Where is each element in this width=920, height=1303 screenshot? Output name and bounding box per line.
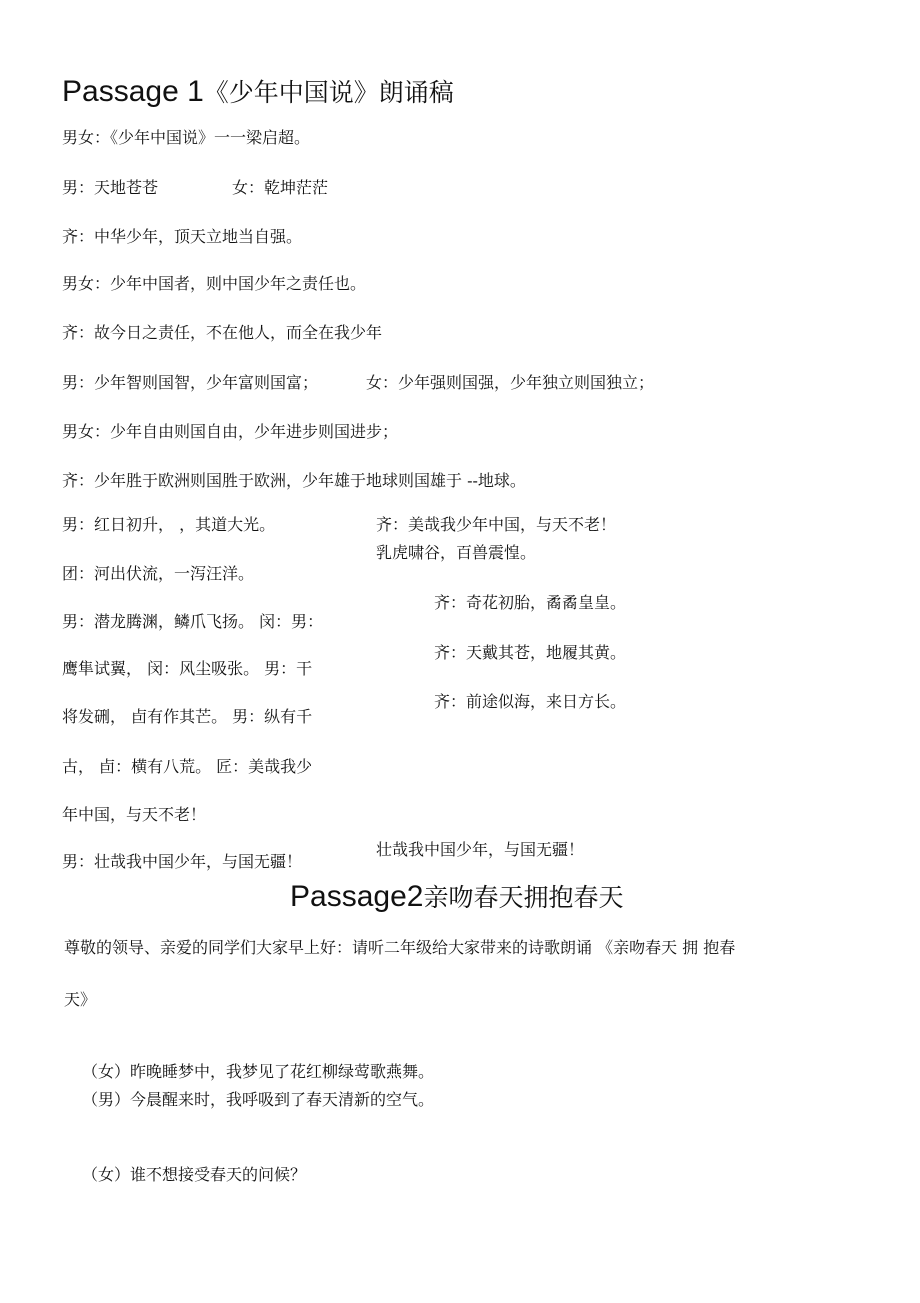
right-column-line: 壮哉我中国少年，与国无疆！ [376, 840, 585, 859]
left-column-line: 男：潜龙腾渊，鳞爪飞扬。 闵：男： [62, 612, 324, 631]
right-column-line: 齐：美哉我少年中国，与天不老！ [376, 515, 617, 534]
passage1-title [62, 74, 454, 111]
passage2-line: （女）谁不想接受春天的问候？ [82, 1165, 307, 1184]
passage1-line: 男：天地苍苍 [62, 178, 159, 197]
left-column-line: 鹰隼试翼， 闵：风尘吸张。 男：干 [62, 659, 313, 678]
left-column-line: 古， 卣：横有八荒。 匠：美哉我少 [62, 757, 313, 776]
passage1-line: 齐：中华少年，顶天立地当自强。 [62, 227, 303, 246]
right-column-line: 乳虎啸谷，百兽震惶。 [376, 543, 537, 562]
right-column-line: 齐：天戴其苍，地履其黄。 [434, 643, 627, 662]
passage1-line: 男女：《少年中国说》一一梁启超。 [62, 128, 311, 147]
passage1-line: 女：少年强则国强，少年独立则国独立； [366, 373, 655, 392]
passage1-line: 男女：少年中国者，则中国少年之责任也。 [62, 274, 367, 293]
passage1-line: 男女：少年自由则国自由，少年进步则国进步； [62, 422, 399, 441]
passage2-title-latin: Passage2 [290, 880, 424, 913]
left-column-line: 男：红日初升， ，其道大光。 [62, 515, 276, 534]
passage1-title-latin: Passage 1 [62, 75, 204, 108]
right-column-line: 齐：前途似海，来日方长。 [434, 692, 627, 711]
left-column-line: 团：河出伏流，一泻汪洋。 [62, 564, 255, 583]
passage2-title [290, 879, 623, 916]
passage1-line: 男：少年智则国智，少年富则国富； [62, 373, 319, 392]
passage1-line: 齐：故今日之责任，不在他人，而全在我少年 [62, 323, 383, 342]
passage2-line: （女）昨晚睡梦中，我梦见了花红柳绿莺歌燕舞。 [82, 1062, 435, 1081]
passage2-intro: 尊敬的领导、亲爱的同学们大家早上好：请听二年级给大家带来的诗歌朗诵 《亲吻春天 拥 抱春 [64, 938, 736, 957]
passage2-line: （男）今晨醒来时，我呼吸到了春天清新的空气。 [82, 1090, 435, 1109]
left-column-line: 男：壮哉我中国少年，与国无疆！ [62, 852, 303, 871]
right-column-line: 齐：奇花初胎，矞矞皇皇。 [434, 593, 627, 612]
passage2-intro: 天》 [64, 990, 97, 1009]
passage1-title-cn: 《少年中国说》朗诵稿 [203, 78, 454, 107]
left-column-line: 年中国，与天不老！ [62, 805, 207, 824]
passage2-title-cn: 亲吻春天拥抱春天 [423, 883, 624, 912]
passage1-line: 齐：少年胜于欧洲则国胜于欧洲，少年雄于地球则国雄于 --地球。 [62, 471, 526, 490]
left-column-line: 将发硎， 卣有作其芒。 男：纵有千 [62, 707, 313, 726]
passage1-line: 女：乾坤茫茫 [232, 178, 329, 197]
